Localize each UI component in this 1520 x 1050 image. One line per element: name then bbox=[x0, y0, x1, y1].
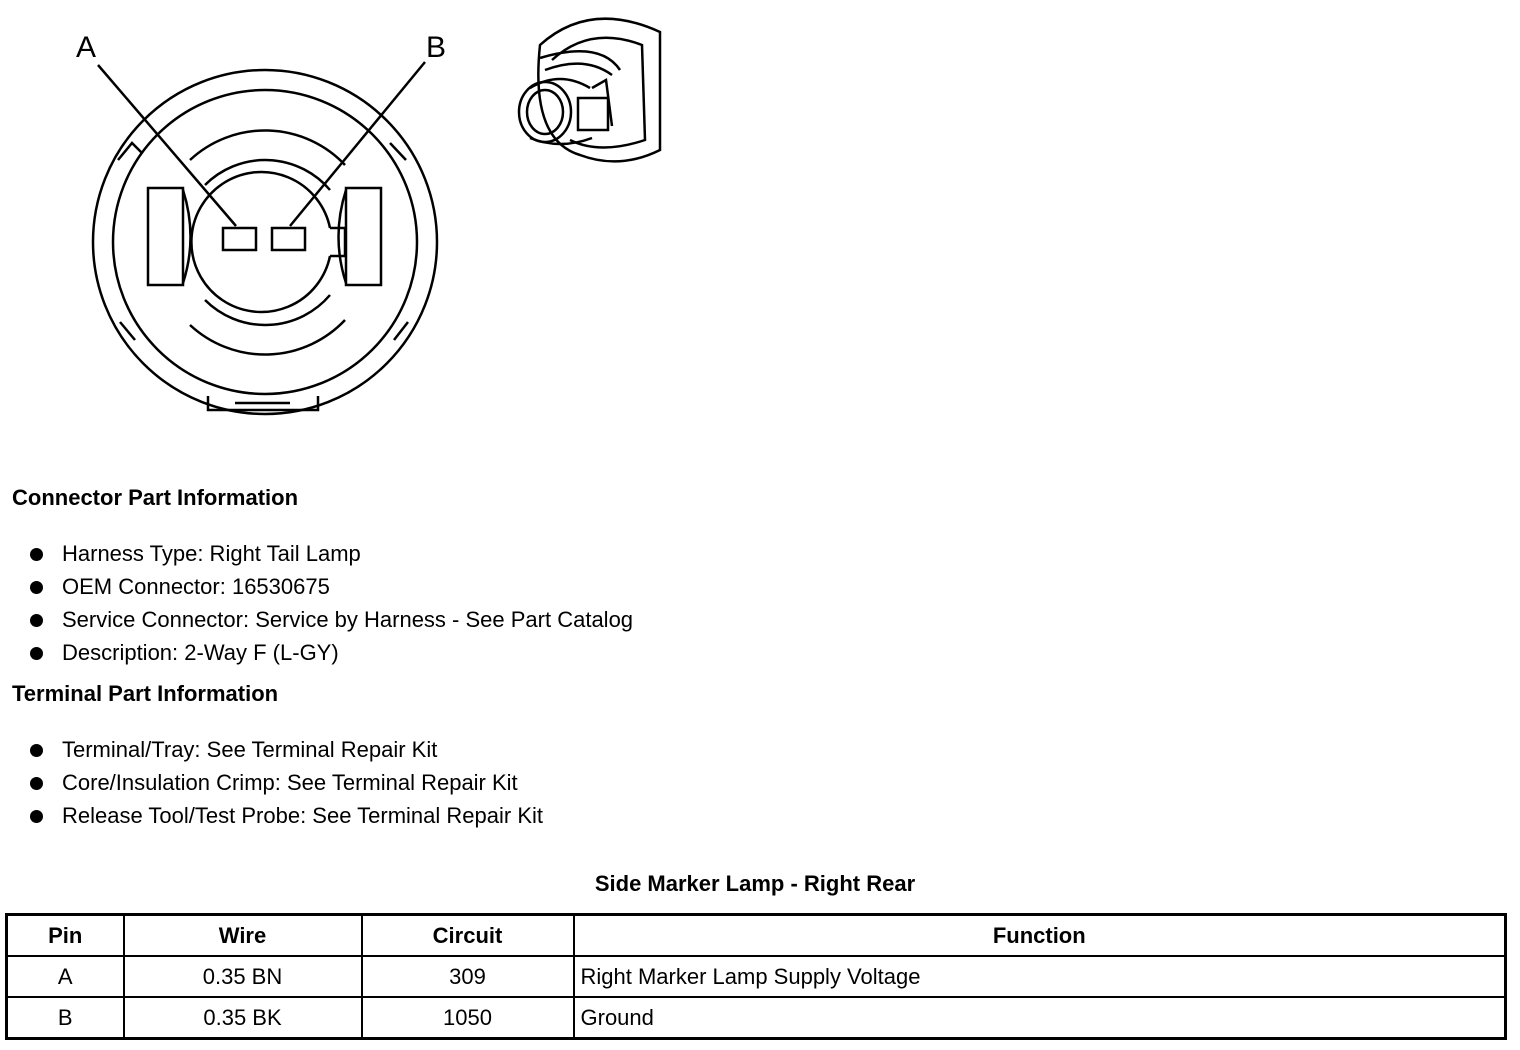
list-item: Harness Type: Right Tail Lamp bbox=[30, 539, 633, 572]
terminal-a bbox=[223, 228, 256, 250]
cell-function: Ground bbox=[574, 997, 1506, 1039]
cell-pin: A bbox=[7, 956, 124, 997]
table-title: Side Marker Lamp - Right Rear bbox=[594, 871, 916, 896]
cell-circuit: 1050 bbox=[362, 997, 574, 1039]
table-row bbox=[7, 956, 1506, 997]
bullet-icon bbox=[30, 744, 43, 757]
connector-face-diagram bbox=[0, 0, 700, 430]
pinout-table bbox=[5, 913, 1507, 1040]
list-item: Terminal/Tray: See Terminal Repair Kit bbox=[30, 735, 543, 768]
cell-circuit: 309 bbox=[362, 956, 574, 997]
connector-part-info-title: Connector Part Information bbox=[12, 485, 299, 510]
bullet-icon bbox=[30, 810, 43, 823]
bullet-icon bbox=[30, 614, 43, 627]
connector-part-info-list bbox=[30, 539, 633, 671]
list-item: Service Connector: Service by Harness - See Part Catalog bbox=[30, 605, 633, 638]
cell-pin: B bbox=[7, 997, 124, 1039]
connector-perspective-view bbox=[519, 19, 660, 162]
column-header-function: Function bbox=[574, 915, 1506, 957]
callout-a: A bbox=[76, 31, 97, 64]
column-header-pin: Pin bbox=[7, 915, 124, 957]
connector-face-view bbox=[93, 62, 437, 414]
bullet-icon bbox=[30, 647, 43, 660]
column-header-wire: Wire bbox=[124, 915, 362, 957]
terminal-b bbox=[272, 228, 305, 250]
bullet-icon bbox=[30, 581, 43, 594]
column-header-circuit: Circuit bbox=[362, 915, 574, 957]
bullet-icon bbox=[30, 548, 43, 561]
list-item: Description: 2-Way F (L-GY) bbox=[30, 638, 633, 671]
cell-wire: 0.35 BK bbox=[124, 997, 362, 1039]
cell-wire: 0.35 BN bbox=[124, 956, 362, 997]
terminal-part-info-list bbox=[30, 735, 543, 834]
list-item: OEM Connector: 16530675 bbox=[30, 572, 633, 605]
list-item: Release Tool/Test Probe: See Terminal Repair Kit bbox=[30, 801, 543, 834]
bullet-icon bbox=[30, 777, 43, 790]
list-item: Core/Insulation Crimp: See Terminal Repair Kit bbox=[30, 768, 543, 801]
cell-function: Right Marker Lamp Supply Voltage bbox=[574, 956, 1506, 997]
table-header-row bbox=[7, 915, 1506, 957]
table-row bbox=[7, 997, 1506, 1039]
callout-b: B bbox=[426, 31, 447, 64]
terminal-part-info-title: Terminal Part Information bbox=[12, 681, 279, 706]
